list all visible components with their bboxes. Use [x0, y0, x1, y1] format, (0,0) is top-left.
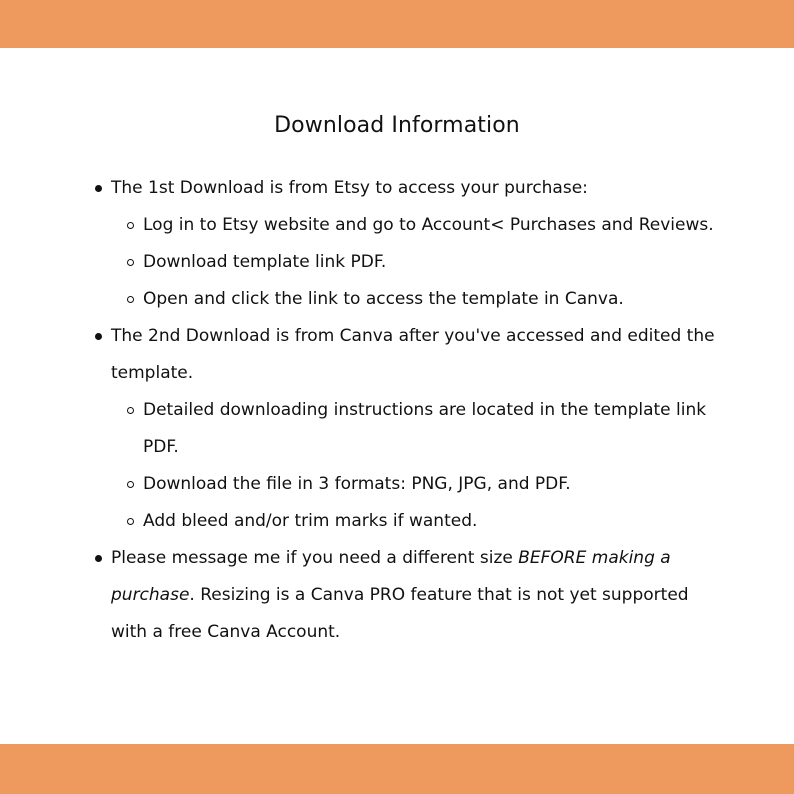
list-item-text-end: . Resizing is a Canva PRO feature that is not yet supported with a free Canva Account.: [111, 585, 689, 642]
sub-list-item: [111, 244, 730, 281]
bottom-accent-band: [0, 744, 794, 794]
sub-list-item-text: Add bleed and/or trim marks if wanted.: [143, 511, 478, 531]
filled-bullet-icon: [95, 185, 102, 192]
hollow-bullet-icon: [127, 518, 134, 525]
sub-list-item-text: Open and click the link to access the template in Canva.: [143, 289, 624, 309]
hollow-bullet-icon: [127, 296, 134, 303]
list-item: [90, 540, 730, 651]
list-item-text: The 1st Download is from Etsy to access your purchase:: [111, 178, 588, 198]
download-info-list: [90, 170, 730, 651]
sub-list-item-text: Detailed downloading instructions are located in the template link PDF.: [143, 400, 707, 457]
list-item-text-emphasis: BEFORE making a purchase: [111, 548, 671, 605]
sub-list-item: [111, 466, 730, 503]
sub-list-item: [111, 281, 730, 318]
sub-list-item: [111, 392, 730, 466]
hollow-bullet-icon: [127, 481, 134, 488]
sub-list-item-text: Download template link PDF.: [143, 252, 387, 272]
hollow-bullet-icon: [127, 259, 134, 266]
list-item-text: The 2nd Download is from Canva after you've accessed and edited the template.: [111, 326, 715, 383]
hollow-bullet-icon: [127, 222, 134, 229]
list-item-text-start: Please message me if you need a different size: [111, 548, 519, 568]
sub-list-item: [111, 503, 730, 540]
list-item: [90, 318, 730, 540]
page-title: Download Information: [274, 113, 520, 138]
sub-list-item: [111, 207, 730, 244]
filled-bullet-icon: [95, 555, 102, 562]
hollow-bullet-icon: [127, 407, 134, 414]
list-item: [90, 170, 730, 318]
sub-list-item-text: Download the file in 3 formats: PNG, JPG, and PDF.: [143, 474, 571, 494]
sub-list-item-text: Log in to Etsy website and go to Account< Purchases and Reviews.: [143, 215, 714, 235]
top-accent-band: [0, 0, 794, 48]
filled-bullet-icon: [95, 333, 102, 340]
